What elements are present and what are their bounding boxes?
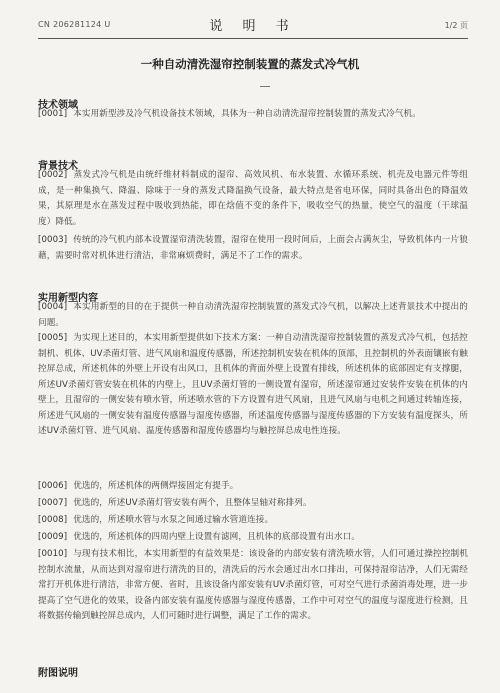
title-mark (260, 86, 270, 87)
page-header (38, 12, 468, 39)
paragraph-number: [0003] (38, 235, 68, 245)
paragraph-text: 本实用新型涉及冷气机设备技术领域，具体为一种自动清洗湿帘控制装置的蒸发式冷气机。 (73, 109, 421, 119)
heading-background: 背景技术 (38, 161, 78, 172)
paragraph-text: 传统的冷气机内部本设置湿帘清洗装置，湿帘在使用一段时间后，上面会占满灰尘，导致机体内一片狼藉，需要时常对机体进行清洁，非常麻烦费时，满足不了工作的需求。 (38, 235, 468, 261)
paragraph-text: 蒸发式冷气机是由统纤维材料制成的湿帘、高效风机、布水装置、水循环系统、机壳及电器元件等组成，是一种集换气、降温、除味于一身的蒸发式降温换气设备，最大特点是省电环保，同时具备出色的降温效果，其原理是水在蒸发过程中吸收到热能，即在焓值不变的条件下，吸收空气的热量，使空气的温度（干球温度）降低。 (38, 170, 468, 227)
document-type: 说 明 书 (209, 19, 297, 34)
paragraph-text: 优选的，所述机体的四周内壁上设置有滤网，且机体的底部设置有出水口。 (73, 532, 361, 542)
paragraph-0006 (38, 479, 468, 495)
heading-utility: 实用新型内容 (38, 293, 98, 304)
document-title: 一种自动清洗湿帘控制装置的蒸发式冷气机 (140, 57, 360, 71)
paragraph-number: [0007] (38, 498, 68, 508)
paragraph-0003 (38, 233, 468, 264)
heading-tech-field: 技术领域 (38, 100, 78, 111)
paragraph-number: [0006] (38, 481, 68, 491)
paragraph-0008 (38, 513, 468, 529)
paragraph-text: 本实用新型的目的在于提供一种自动清洗湿帘控制装置的蒸发式冷气机，以解决上述背景技术中提出的问题。 (38, 302, 468, 328)
paragraph-text: 优选的，所述机体的两侧焊接固定有提手。 (73, 481, 239, 491)
paragraph-0007 (38, 496, 468, 512)
paragraph-0002 (38, 168, 468, 230)
paragraph-number: [0004] (38, 302, 68, 312)
paragraph-number: [0010] (38, 549, 68, 559)
paragraph-0005 (38, 331, 468, 440)
paragraph-0004 (38, 300, 468, 331)
page-number: 1/2 页 (444, 21, 468, 30)
paragraph-number: [0001] (38, 109, 68, 119)
paragraph-0009 (38, 530, 468, 546)
paragraph-number: [0009] (38, 532, 68, 542)
paragraph-number: [0008] (38, 515, 68, 525)
paragraph-text: 优选的，所述喷水管与水泵之间通过输水管道连接。 (73, 515, 274, 525)
paragraph-text: 优选的，所述UV杀菌灯管安装有两个，且整体呈轴对称排列。 (73, 498, 312, 508)
paragraph-number: [0005] (38, 333, 68, 343)
paragraph-number: [0002] (38, 170, 68, 180)
paragraph-text: 与现有技术相比，本实用新型的有益效果是：该设备的内部安装有清洗喷水管，人们可通过操控控制机控制水流量，从而达到对湿帘进行清洗的目的，清洗后的污水会通过出水口排出，可保持湿帘洁净，人们无需经常打开机体进行清洁，非常方便、省时，且该设备内部安装有UV杀菌灯管，可对空气进行杀菌消毒处理，进一步提高了空气进化的效果，设备内部安装有温度传感器与湿度传感器，工作中可对空气的温度与湿度进行检测，且将数据传输到触控屏总成内，人们可随时进行调整，满足了工作的需求。 (38, 549, 468, 621)
patent-number: CN 206281124 U (38, 20, 111, 29)
heading-drawings: 附图说明 (38, 668, 78, 679)
paragraph-0001 (38, 107, 468, 123)
paragraph-text: 为实现上述目的，本实用新型提供如下技术方案：一种自动清洗湿帘控制装置的蒸发式冷气机，包括控制机、机体、UV杀菌灯管、进气风扇和温度传感器，所述控制机安装在机体的顶部，且控制机的外表面镶嵌有触控屏总成，所述机体的外壁上开设有出风口，且机体的背面外壁上设置有排线，所述机体的底部固定有支撑腿，所述UV杀菌灯管安装在机体的内壁上，且UV杀菌灯管的一侧设置有湿帘，所述湿帘通过安装件安装在机体的内壁上，且湿帘的一侧安装有喷水管，所述喷水管的下方设置有进气风扇，且进气风扇与电机之间通过转轴连接，所述进气风扇的一侧安装有温度传感器与湿度传感器，所述温度传感器与湿度传感器的下方安装有温度探头，所述UV杀菌灯管、进气风扇、温度传感器和湿度传感器均与触控屏总成电性连接。 (38, 333, 468, 436)
paragraph-0010 (38, 547, 468, 625)
